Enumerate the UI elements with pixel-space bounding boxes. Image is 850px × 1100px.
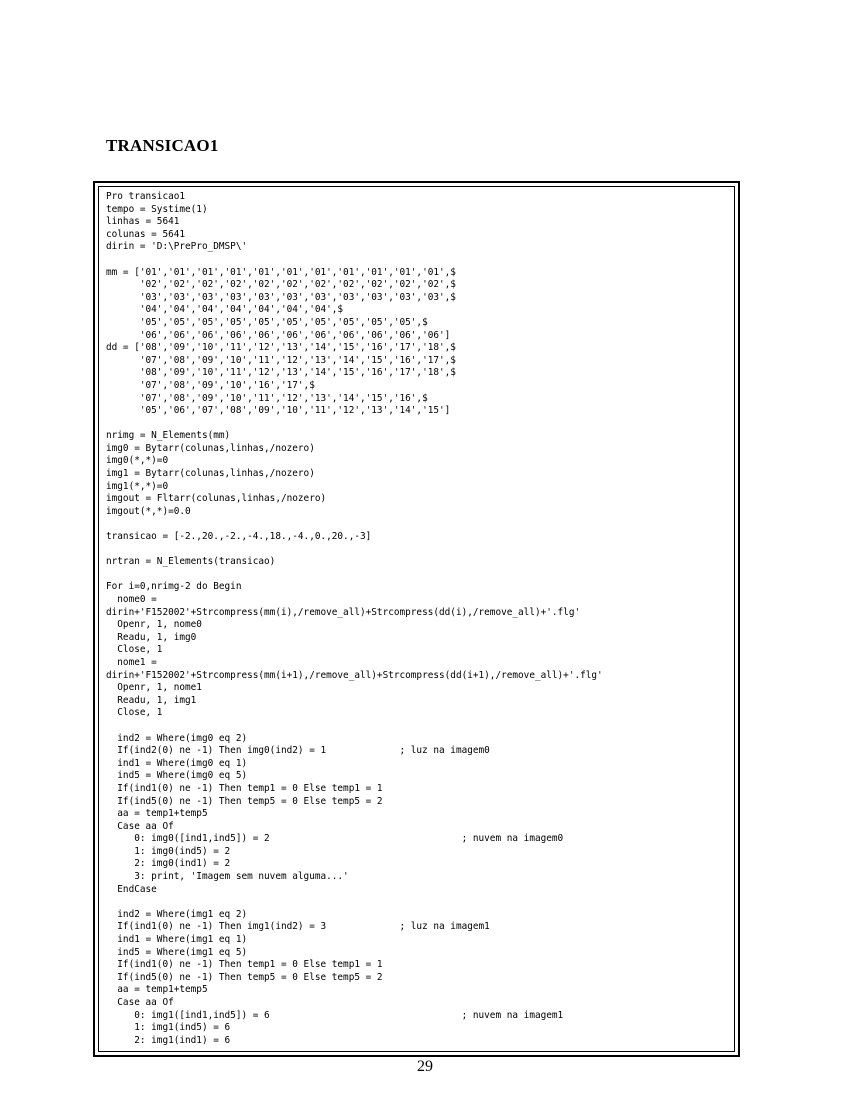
- code-line: If(ind1(0) ne -1) Then img1(ind2) = 3 ; luz na imagem1: [106, 921, 490, 933]
- code-line: If(ind5(0) ne -1) Then temp5 = 0 Else temp5 = 2: [106, 971, 383, 983]
- code-line: If(ind1(0) ne -1) Then temp1 = 0 Else temp1 = 1: [106, 959, 383, 971]
- code-line: img0 = Bytarr(colunas,linhas,/nozero): [106, 442, 315, 454]
- page-number: 29: [417, 1058, 433, 1075]
- code-line: transicao = [-2.,20.,-2.,-4.,18.,-4.,0.,20.,-3]: [106, 531, 372, 543]
- code-line: Close, 1: [106, 707, 163, 719]
- code-line: nome0 =: [106, 594, 157, 605]
- code-line: Readu, 1, img0: [106, 631, 197, 643]
- code-line: If(ind5(0) ne -1) Then temp5 = 0 Else temp5 = 2: [106, 795, 383, 807]
- code-line: ind5 = Where(img0 eq 5): [106, 770, 248, 782]
- code-line: 2: img0(ind1) = 2: [106, 858, 231, 870]
- code-line: '05','06','07','08','09','10','11','12','13','14','15']: [106, 405, 451, 417]
- code-line: aa = temp1+temp5: [106, 984, 208, 996]
- code-line: imgout = Fltarr(colunas,linhas,/nozero): [106, 493, 327, 505]
- code-line: 2: img1(ind1) = 6: [106, 1034, 231, 1046]
- code-line: '05','05','05','05','05','05','05','05','05','05',$: [106, 316, 428, 328]
- code-line: Openr, 1, nome1: [106, 682, 202, 694]
- code-line: '04','04','04','04','04','04','04',$: [106, 304, 344, 316]
- code-line: Readu, 1, img1: [106, 694, 197, 706]
- code-line: 0: img0([ind1,ind5]) = 2 ; nuvem na imagem0: [106, 833, 564, 845]
- code-line: aa = temp1+temp5: [106, 808, 208, 820]
- code-line: 3: print, 'Imagem sem nuvem alguma...': [106, 871, 349, 883]
- code-line: nrimg = N_Elements(mm): [106, 430, 231, 442]
- code-line: linhas = 5641: [106, 216, 180, 228]
- section-heading: TRANSICAO1: [106, 136, 219, 155]
- code-line: Openr, 1, nome0: [106, 619, 202, 631]
- code-line: '08','09','10','11','12','13','14','15','16','17','18',$: [106, 367, 456, 379]
- code-line: If(ind1(0) ne -1) Then temp1 = 0 Else temp1 = 1: [106, 782, 383, 794]
- code-line: '07','08','09','10','11','12','13','14','15','16',$: [106, 392, 428, 404]
- code-line: EndCase: [106, 883, 157, 895]
- code-line: dd = ['08','09','10','11','12','13','14','15','16','17','18',$: [106, 342, 456, 354]
- code-line: Case aa Of: [106, 997, 174, 1008]
- code-line: For i=0,nrimg-2 do Begin: [106, 581, 242, 593]
- code-line: 1: img1(ind5) = 6: [106, 1022, 231, 1034]
- code-line: '07','08','09','10','16','17',$: [106, 379, 315, 391]
- code-line: dirin = 'D:\PrePro_DMSP\': [106, 241, 248, 253]
- code-line: ind1 = Where(img1 eq 1): [106, 934, 248, 946]
- code-line: nome1 =: [106, 656, 157, 668]
- code-line: Case aa Of: [106, 820, 174, 832]
- code-line: '03','03','03','03','03','03','03','03','03','03','03',$: [106, 291, 456, 303]
- code-line: ind5 = Where(img1 eq 5): [106, 946, 248, 958]
- code-line: ind1 = Where(img0 eq 1): [106, 757, 248, 769]
- code-line: ind2 = Where(img1 eq 2): [106, 908, 248, 920]
- code-line: '06','06','06','06','06','06','06','06','06','06','06']: [106, 329, 451, 341]
- code-line: 1: img0(ind5) = 2: [106, 845, 231, 857]
- code-line: colunas = 5641: [106, 228, 186, 240]
- code-listing: [106, 191, 603, 1047]
- code-line: '02','02','02','02','02','02','02','02','02','02','02',$: [106, 279, 456, 291]
- code-line: dirin+'F152002'+Strcompress(mm(i),/remove_all)+Strcompress(dd(i),/remove_all)+'.flg': [106, 606, 581, 618]
- code-line: If(ind2(0) ne -1) Then img0(ind2) = 1 ; luz na imagem0: [106, 745, 490, 757]
- code-line: mm = ['01','01','01','01','01','01','01','01','01','01','01',$: [106, 266, 456, 278]
- code-line: img1 = Bytarr(colunas,linhas,/nozero): [106, 468, 315, 480]
- code-line: '07','08','09','10','11','12','13','14','15','16','17',$: [106, 354, 456, 366]
- code-line: imgout(*,*)=0.0: [106, 505, 191, 517]
- code-line: tempo = Systime(1): [106, 203, 208, 215]
- code-line: Pro transicao1: [106, 191, 186, 202]
- code-line: ind2 = Where(img0 eq 2): [106, 732, 248, 744]
- code-line: img0(*,*)=0: [106, 455, 169, 467]
- code-line: dirin+'F152002'+Strcompress(mm(i+1),/remove_all)+Strcompress(dd(i+1),/remove_all)+'.flg': [106, 669, 603, 681]
- code-line: Close, 1: [106, 644, 163, 656]
- code-line: 0: img1([ind1,ind5]) = 6 ; nuvem na imagem1: [106, 1009, 564, 1021]
- code-line: nrtran = N_Elements(transicao): [106, 556, 276, 568]
- code-line: img1(*,*)=0: [106, 480, 169, 492]
